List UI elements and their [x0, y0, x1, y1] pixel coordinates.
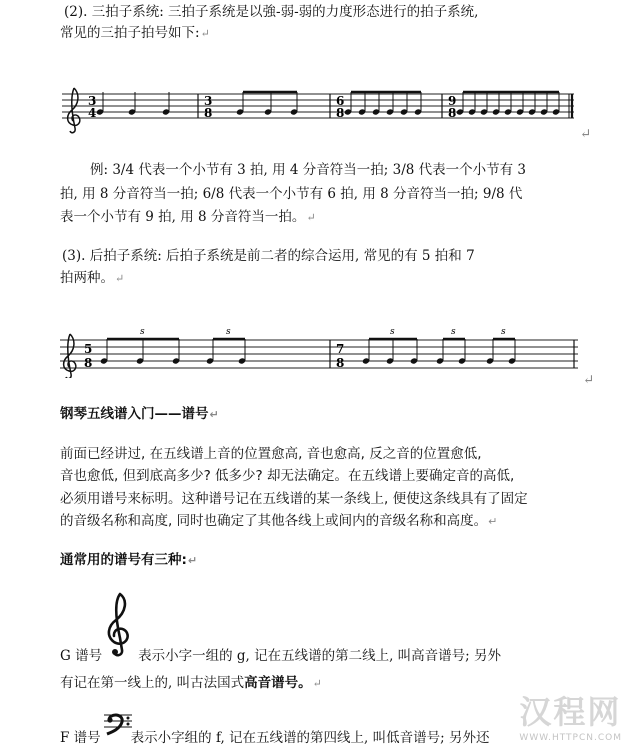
music-staff-triple-meter	[62, 86, 582, 134]
section-after-line2: 拍两种。↵	[60, 270, 125, 286]
accent-mark: s	[390, 327, 395, 337]
time-signature-top: 3	[88, 94, 97, 108]
g-clef-line1: G 谱号 表示小字一组的 g, 记在五线谱的第二线上, 叫高音谱号; 另外	[60, 648, 502, 664]
staff-compound-svg	[60, 326, 582, 378]
watermark-title: 汉程网	[519, 693, 622, 731]
section-after-line1: (3). 后拍子系统: 后拍子系统是前二者的综合运用, 常见的有 5 拍和 7	[62, 248, 475, 264]
example-line2: 拍, 用 8 分音符当一拍; 6/8 代表一个小节有 6 拍, 用 8 分音符当一拍; 9/8 代	[60, 186, 523, 202]
time-signature-top: 9	[448, 94, 457, 108]
treble-clef-icon	[64, 334, 76, 378]
time-signature-bottom: 8	[448, 106, 457, 120]
time-signature-bottom: 8	[336, 356, 345, 370]
time-signature-bottom: 8	[84, 356, 93, 370]
watermark	[519, 687, 622, 743]
intro-line2: 音也愈低, 但到底高多少? 低多少? 却无法确定。在五线谱上要确定音的高低,	[60, 468, 515, 484]
f-clef-line1: F 谱号 表示小字组的 f, 记在五线谱的第四线上, 叫低音谱号; 另外还	[60, 730, 490, 746]
time-signature-top: 7	[336, 342, 345, 356]
section-triple-line2: 常见的三拍子拍号如下:↵	[60, 25, 210, 41]
paragraph-mark: ↵	[583, 372, 595, 388]
treble-clef-icon	[68, 88, 80, 133]
time-signature-top: 6	[336, 94, 345, 108]
heading-clef-intro: 钢琴五线谱入门——谱号↵	[60, 406, 219, 422]
example-line3: 表一个小节有 9 拍, 用 8 分音符当一拍。↵	[60, 209, 316, 225]
accent-mark: s	[501, 327, 506, 337]
example-line1: 例: 3/4 代表一个小节有 3 拍, 用 4 分音符当一拍; 3/8 代表一个小节有 3	[90, 162, 527, 178]
music-staff-compound-meter	[60, 326, 582, 378]
staff-triple-svg	[62, 86, 582, 134]
g-clef-line2: 有记在第一线上的, 叫古法国式高音谱号。↵	[60, 675, 322, 691]
time-signature-bottom: 8	[204, 106, 213, 120]
time-signature-bottom: 4	[88, 106, 97, 120]
paragraph-mark: ↵	[580, 126, 592, 142]
time-signature-top: 5	[84, 342, 93, 356]
heading-three-clefs: 通常用的谱号有三种:↵	[60, 552, 198, 568]
time-signature-bottom: 8	[336, 106, 345, 120]
intro-line3: 必须用谱号来标明。这种谱号记在五线谱的某一条线上, 便使这条线具有了固定	[60, 491, 528, 507]
accent-mark: s	[140, 327, 145, 337]
time-signature-top: 3	[204, 94, 213, 108]
watermark-url: WWW.HTTPCN.COM	[519, 733, 622, 743]
intro-line1: 前面已经讲过, 在五线谱上音的位置愈高, 音也愈高, 反之音的位置愈低,	[60, 446, 482, 462]
intro-line4: 的音级名称和高度, 同时也确定了其他各线上或间内的音级名称和高度。↵	[60, 513, 498, 529]
section-triple-line1: (2). 三拍子系统: 三拍子系统是以強-弱-弱的力度形态进行的拍子系统,	[64, 4, 479, 20]
accent-mark: s	[451, 327, 456, 337]
accent-mark: s	[226, 327, 231, 337]
